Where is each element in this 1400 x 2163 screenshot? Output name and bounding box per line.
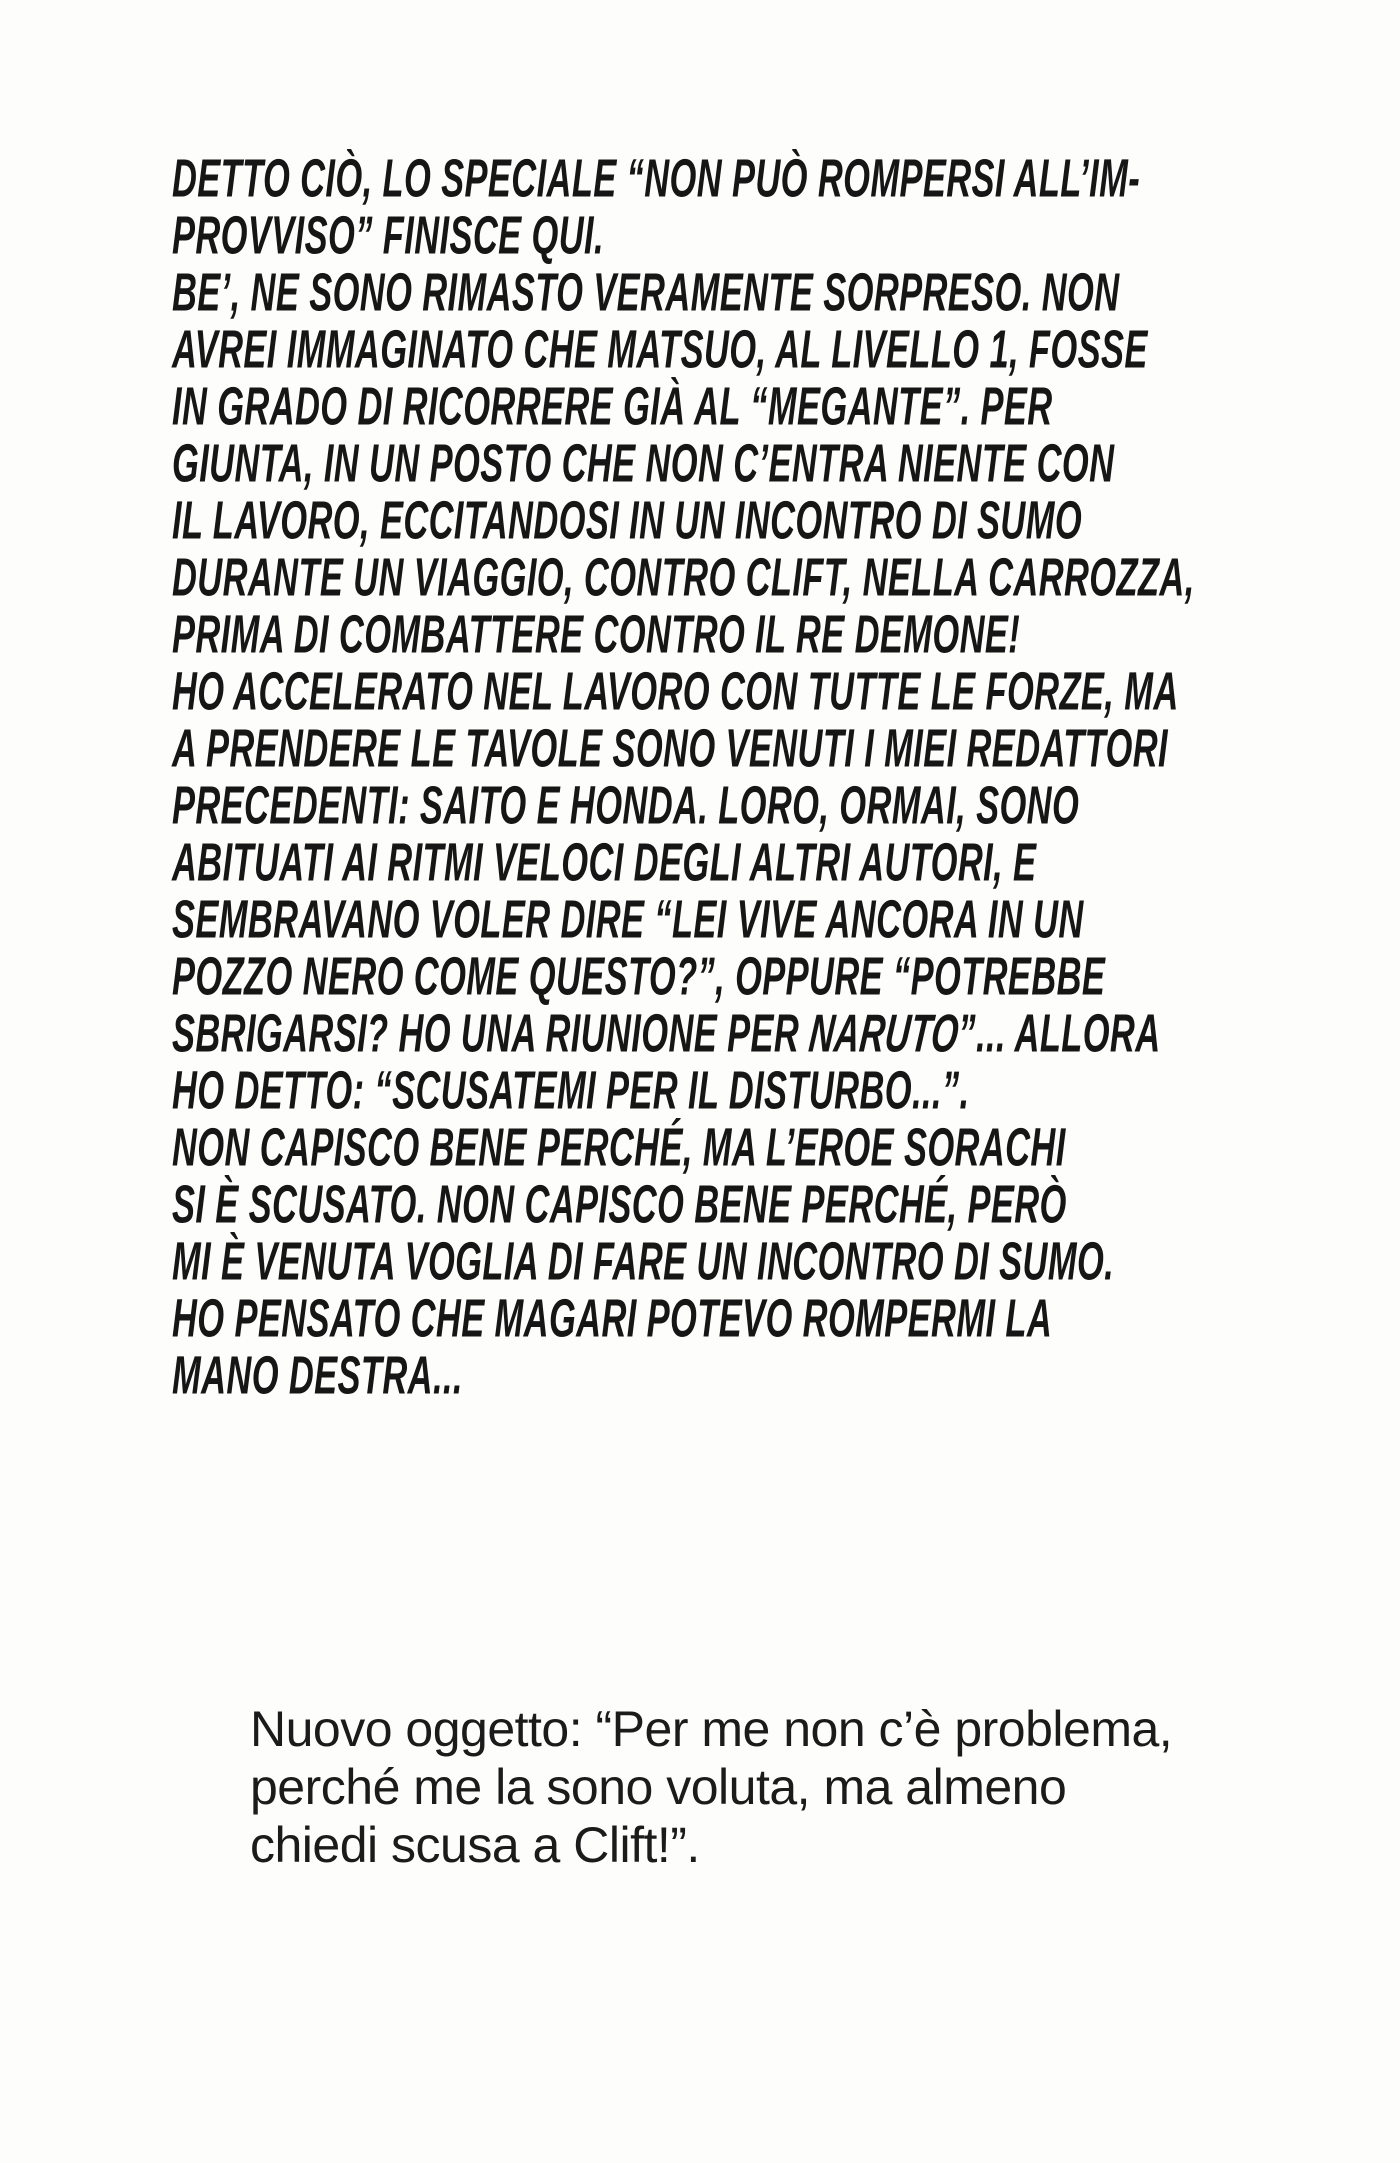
author-note-line: MANO DESTRA... [172,1344,463,1406]
author-note-line: HO DETTO: “SCUSATEMI PER IL DISTURBO...”. [172,1059,970,1121]
translator-note-line: Nuovo oggetto: “Per me non c’è problema, [250,1701,1173,1757]
author-note-line: AVREI IMMAGINATO CHE MATSUO, AL LIVELLO 1, FOSSE [172,318,1148,380]
author-note-line: POZZO NERO COME QUESTO?”, OPPURE “POTREBBE [172,945,1106,1007]
author-note-line: IL LAVORO, ECCITANDOSI IN UN INCONTRO DI SUMO [172,489,1083,551]
author-note-line: HO PENSATO CHE MAGARI POTEVO ROMPERMI LA [172,1287,1053,1349]
author-note-block [172,147,1352,1406]
author-note-line: PROVVISO” FINISCE QUI. [172,204,604,266]
emphasized-title-text: NARUTO [806,1002,962,1064]
translator-note-block [250,1700,1300,1874]
author-note-line: SEMBRAVANO VOLER DIRE “LEI VIVE ANCORA IN UN [172,888,1084,950]
author-note-line: MI È VENUTA VOGLIA DI FARE UN INCONTRO DI SUMO. [172,1230,1115,1292]
author-note-line: PRECEDENTI: SAITO E HONDA. LORO, ORMAI, SONO [172,774,1080,836]
author-note-line: PRIMA DI COMBATTERE CONTRO IL RE DEMONE! [172,603,1021,665]
author-note-line: DETTO CIÒ, LO SPECIALE “NON PUÒ ROMPERSI ALL’IM- [172,147,1141,209]
author-note-line: SBRIGARSI? HO UNA RIUNIONE PER NARUTO”... ALLORA [172,1000,1057,1066]
translator-note-line: perché me la sono voluta, ma almeno [250,1759,1067,1815]
author-note-line: GIUNTA, IN UN POSTO CHE NON C’ENTRA NIENTE CON [172,432,1115,494]
author-note-line: IN GRADO DI RICORRERE GIÀ AL “MEGANTE”. PER [172,375,1053,437]
author-note-line: A PRENDERE LE TAVOLE SONO VENUTI I MIEI REDATTORI [172,717,1168,779]
author-note-line: DURANTE UN VIAGGIO, CONTRO CLIFT, NELLA CARROZZA, [172,546,1195,608]
author-note-line: BE’, NE SONO RIMASTO VERAMENTE SORPRESO. NON [172,261,1120,323]
author-note-line: ABITUATI AI RITMI VELOCI DEGLI ALTRI AUTORI, E [172,831,1037,893]
translator-note-line: chiedi scusa a Clift!”. [250,1817,700,1873]
author-note-line: SI È SCUSATO. NON CAPISCO BENE PERCHÉ, PERÒ [172,1173,1067,1235]
author-note-line: NON CAPISCO BENE PERCHÉ, MA L’EROE SORACHI [172,1116,1066,1178]
author-note-line: HO ACCELERATO NEL LAVORO CON TUTTE LE FORZE, MA [172,660,1179,722]
